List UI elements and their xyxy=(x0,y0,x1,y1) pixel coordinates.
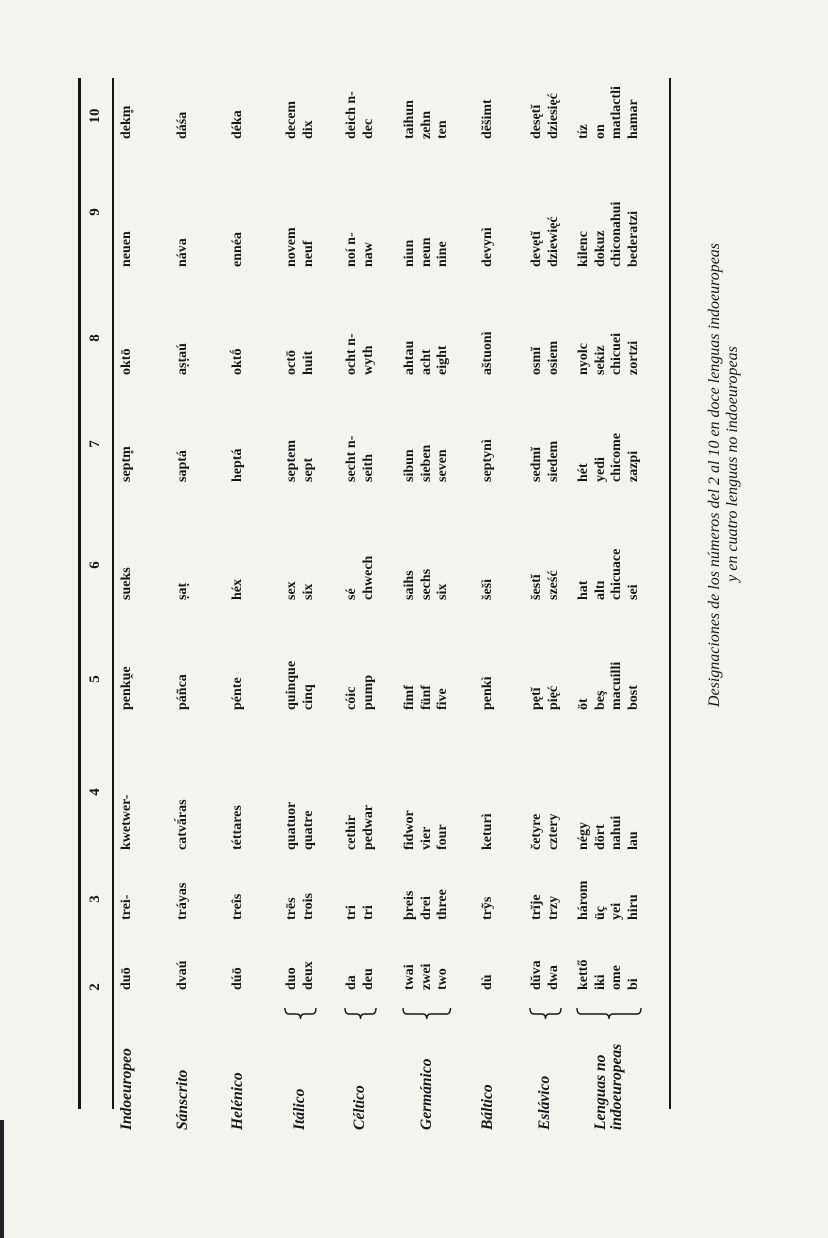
table-cell xyxy=(175,960,192,990)
cell-word: nahui xyxy=(609,815,624,850)
row-label-line: Lenguas no xyxy=(591,1054,609,1130)
cell-word: þreis xyxy=(402,890,417,920)
table-cell xyxy=(119,895,136,920)
cell-word: sept xyxy=(300,457,316,482)
cell-word: catvā́ras xyxy=(175,799,190,850)
cell-word: duō xyxy=(119,967,134,990)
table-cell xyxy=(175,883,192,920)
cell-word: pięć xyxy=(545,685,561,710)
cell-word: duo xyxy=(284,967,299,990)
table-cell xyxy=(230,805,247,850)
table-cell xyxy=(284,961,317,990)
table-cell xyxy=(230,967,247,990)
table-cell xyxy=(529,686,562,710)
cell-word: taihun xyxy=(402,100,417,139)
table-cell xyxy=(480,974,497,990)
cell-word: huit xyxy=(300,350,316,375)
table-cell xyxy=(402,237,452,267)
table-cell xyxy=(344,91,377,139)
cell-word: šešì xyxy=(480,579,495,600)
column-header-2: 2 xyxy=(87,983,103,991)
cell-word: héx xyxy=(230,579,245,600)
cell-word: niun xyxy=(402,239,417,267)
cell-word: hat xyxy=(576,580,591,600)
cell-word: kettő xyxy=(576,959,591,990)
cell-word: secht n- xyxy=(344,435,359,482)
cell-word: trzy xyxy=(545,895,561,920)
cell-word: trēs xyxy=(284,897,299,920)
cell-word: dix xyxy=(300,120,316,139)
table-cell xyxy=(480,813,497,850)
table-cell xyxy=(284,350,317,375)
table-cell xyxy=(402,810,452,850)
cell-word: beş xyxy=(592,690,608,710)
table-cell xyxy=(230,894,247,920)
table-cell xyxy=(402,445,452,482)
row-label xyxy=(419,1059,436,1130)
table-cell xyxy=(402,964,452,990)
table-cell xyxy=(529,216,562,267)
table-cell xyxy=(175,799,192,850)
table-cell xyxy=(230,449,247,482)
table-cell xyxy=(284,227,317,267)
cell-word: bi xyxy=(625,978,641,990)
table-cell xyxy=(119,567,136,600)
cell-word: penkì xyxy=(480,676,495,710)
table-cell xyxy=(480,677,497,710)
cell-word: pedwar xyxy=(360,804,376,850)
cell-word: saihs xyxy=(402,570,417,600)
cell-word: decem xyxy=(284,100,299,139)
cell-word: sekiz xyxy=(592,345,608,375)
table-cell xyxy=(284,802,317,850)
cell-word: zehn xyxy=(418,111,434,139)
cell-word: penkṷe xyxy=(119,666,134,710)
table-top-rule xyxy=(78,78,81,1109)
cell-word: deich n- xyxy=(344,91,359,139)
column-header-4: 4 xyxy=(87,788,103,796)
cell-word: déka xyxy=(230,110,245,139)
cell-word: yedi xyxy=(592,457,608,482)
table-cell xyxy=(119,967,136,990)
cell-word: oktō xyxy=(119,348,134,375)
row-label-line: Céltico xyxy=(351,1085,369,1130)
row-label xyxy=(119,1048,136,1130)
cell-word: naw xyxy=(360,242,376,267)
cell-word: lau xyxy=(625,831,641,850)
table-cell xyxy=(175,112,192,139)
table-cell xyxy=(576,86,642,139)
cell-word: keturì xyxy=(480,813,495,850)
table-cell xyxy=(529,813,562,850)
cell-word: devynì xyxy=(480,227,495,267)
cell-word: septem xyxy=(284,440,299,482)
table-cell xyxy=(576,333,642,375)
column-header-7: 7 xyxy=(87,440,103,448)
cell-word: septynì xyxy=(480,439,495,482)
cell-word: devętĭ xyxy=(529,231,544,267)
cell-word: deu xyxy=(360,968,376,990)
cell-word: sé xyxy=(344,588,359,600)
cell-word: cztery xyxy=(545,813,561,850)
cell-word: trei- xyxy=(119,894,134,920)
table-cell xyxy=(175,343,192,375)
table-cell xyxy=(529,341,562,375)
cell-word: noí n- xyxy=(344,232,359,267)
table-cell xyxy=(576,549,642,600)
cell-word: fünf xyxy=(418,685,434,710)
table-cell xyxy=(480,227,497,267)
cell-word: pump xyxy=(360,674,376,710)
table-cell xyxy=(576,433,642,482)
cell-word: six xyxy=(300,583,316,600)
cell-word: dec xyxy=(360,118,376,139)
table-cell xyxy=(119,106,136,139)
row-label-line: Helénico xyxy=(229,1072,246,1130)
table-cell xyxy=(230,677,247,710)
cell-word: tri xyxy=(360,905,376,920)
cell-word: kwetwer- xyxy=(119,794,134,850)
cell-word: five xyxy=(435,688,450,710)
cell-word: chicuace xyxy=(609,548,624,600)
brace-icon xyxy=(529,1008,562,1020)
cell-word: deux xyxy=(300,961,316,990)
brace-icon xyxy=(576,1008,642,1020)
row-label xyxy=(593,1044,626,1130)
caption-line-1: Designaciones de los números del 2 al 10 en doce lenguas indoeuropeas xyxy=(706,242,723,708)
cell-word: sei xyxy=(625,584,641,600)
header-rule xyxy=(112,78,114,1109)
cell-word: fimf xyxy=(402,685,417,710)
row-label-line: Eslávico xyxy=(536,1075,554,1130)
cell-word: oktṓ xyxy=(230,348,245,375)
cell-word: dwa xyxy=(545,965,561,990)
table-cell xyxy=(344,675,377,710)
cell-word: six xyxy=(435,583,450,600)
cell-word: drei xyxy=(418,896,434,920)
cell-word: sex xyxy=(284,581,299,600)
table-cell xyxy=(480,99,497,139)
cell-word: ten xyxy=(435,120,450,139)
cell-word: téttares xyxy=(230,805,245,850)
cell-word: macuilli xyxy=(609,661,624,710)
table-cell xyxy=(576,881,642,920)
cell-word: zortzi xyxy=(625,340,641,375)
cell-word: sieben xyxy=(418,444,434,482)
cell-word: ennéa xyxy=(230,232,245,267)
cell-word: öt xyxy=(576,698,591,710)
row-label-line: Indoeuropeo xyxy=(118,1048,135,1130)
table-cell xyxy=(344,232,377,267)
cell-word: üç xyxy=(592,906,608,920)
cell-word: wyth xyxy=(360,345,376,375)
cell-word: ṣaṭ xyxy=(175,582,190,600)
row-label xyxy=(292,1089,309,1130)
table-cell xyxy=(344,556,377,600)
table-cell xyxy=(344,436,377,482)
cell-word: zazpi xyxy=(625,450,641,482)
column-header-6: 6 xyxy=(87,561,103,569)
cell-word: ocht n- xyxy=(344,333,359,375)
table-cell xyxy=(344,968,377,990)
cell-word: novem xyxy=(284,227,299,267)
column-header-10: 10 xyxy=(87,108,103,124)
row-label xyxy=(175,1070,192,1130)
cell-word: fidwor xyxy=(402,810,417,850)
cell-word: quatuor xyxy=(284,801,299,850)
cell-word: da xyxy=(344,975,359,990)
table-cell xyxy=(230,110,247,139)
cell-word: chiconahui xyxy=(609,201,624,267)
cell-word: dokuz xyxy=(592,230,608,267)
cell-word: sechs xyxy=(418,568,434,600)
cell-word: seith xyxy=(360,454,376,482)
cell-word: altı xyxy=(592,580,608,600)
row-label-line: Itálico xyxy=(291,1088,309,1130)
cell-word: nyolc xyxy=(576,343,591,375)
cell-word: trĭje xyxy=(529,894,544,920)
table-cell xyxy=(119,795,136,850)
table-cell xyxy=(175,238,192,267)
cell-word: pénte xyxy=(230,677,245,710)
cell-word: aštuonì xyxy=(480,331,495,375)
cell-word: hiru xyxy=(625,894,641,920)
table-cell xyxy=(576,662,642,710)
cell-word: ahtau xyxy=(402,340,417,375)
cell-word: four xyxy=(435,824,450,850)
cell-word: heptá xyxy=(230,448,245,482)
cell-word: nine xyxy=(435,241,450,267)
table-cell xyxy=(119,349,136,375)
table-cell xyxy=(230,349,247,375)
cell-word: chicuei xyxy=(609,333,624,375)
table-cell xyxy=(284,581,317,600)
cell-word: dziesięć xyxy=(545,93,561,139)
table-cell xyxy=(284,440,317,482)
cell-word: cethir xyxy=(344,815,359,850)
cell-word: quatre xyxy=(300,810,316,850)
table-cell xyxy=(230,579,247,600)
cell-word: osmĭ xyxy=(529,347,544,375)
cell-word: saptá xyxy=(175,450,190,482)
table-cell xyxy=(529,93,562,139)
cell-word: három xyxy=(576,880,591,920)
table-cell xyxy=(529,894,562,920)
cell-word: seven xyxy=(435,449,450,482)
table-cell xyxy=(576,816,642,850)
cell-word: cinq xyxy=(300,684,316,710)
table-cell xyxy=(402,341,452,375)
cell-word: náva xyxy=(175,238,190,267)
cell-word: dvaú xyxy=(175,960,190,990)
cell-word: chwech xyxy=(360,555,376,600)
brace-icon xyxy=(284,1008,317,1020)
table-cell xyxy=(119,446,136,482)
row-label xyxy=(480,1084,497,1130)
cell-word: sedmĭ xyxy=(529,447,544,482)
cell-word: treîs xyxy=(230,893,245,920)
table-cell xyxy=(119,231,136,267)
row-label-line: Báltico xyxy=(479,1084,496,1130)
cell-word: osiem xyxy=(545,340,561,375)
table-cell xyxy=(175,583,192,600)
cell-word: dört xyxy=(592,824,608,850)
table-cell xyxy=(284,893,317,920)
row-label-line: indoeuropeas xyxy=(608,1043,625,1130)
brace-icon xyxy=(402,1008,452,1020)
table-cell xyxy=(480,579,497,600)
cell-word: četyre xyxy=(529,813,544,850)
table-cell xyxy=(402,100,452,139)
table-cell xyxy=(576,960,642,990)
cell-word: trỹs xyxy=(480,896,495,920)
cell-word: bost xyxy=(625,685,641,710)
cell-word: bederatzi xyxy=(625,211,641,267)
table-cell xyxy=(529,441,562,482)
cell-word: tíz xyxy=(576,124,591,139)
cell-word: négy xyxy=(576,822,591,850)
cell-word: sześć xyxy=(545,570,561,600)
cell-word: dúō xyxy=(230,967,245,990)
cell-word: dáśa xyxy=(175,111,190,139)
table-cell xyxy=(175,674,192,710)
cell-word: dẽšimt xyxy=(480,99,495,139)
table-cell xyxy=(529,570,562,600)
cell-word: neuen xyxy=(119,231,134,267)
row-label xyxy=(537,1076,554,1130)
table-cell xyxy=(480,331,497,375)
cell-word: sueks xyxy=(119,567,134,600)
cell-word: three xyxy=(435,889,450,920)
table-cell xyxy=(344,805,377,850)
table-cell xyxy=(480,439,497,482)
cell-word: kilenc xyxy=(576,231,591,267)
table-cell xyxy=(284,661,317,710)
column-header-9: 9 xyxy=(87,208,103,216)
row-label xyxy=(230,1072,247,1130)
cell-word: dekm̥ xyxy=(119,105,134,139)
cell-word: hét xyxy=(576,463,591,482)
cell-word: tri xyxy=(344,905,359,920)
cell-word: neuf xyxy=(300,240,316,267)
caption-line-2: y en cuatro lenguas no indoeuropeas xyxy=(724,346,741,582)
cell-word: aṣṭaú xyxy=(175,343,190,375)
cell-word: pętĭ xyxy=(529,687,544,710)
cell-word: neun xyxy=(418,237,434,267)
cell-word: hamar xyxy=(625,99,641,139)
cell-word: sibun xyxy=(402,449,417,482)
table-cell xyxy=(344,333,377,375)
table-bottom-rule xyxy=(669,78,671,1109)
brace-icon xyxy=(344,1008,377,1020)
cell-word: páñca xyxy=(175,674,190,710)
cell-word: šestĭ xyxy=(529,574,544,600)
table-cell xyxy=(576,202,642,267)
table-cell xyxy=(480,897,497,920)
table-cell xyxy=(344,905,377,920)
table-cell xyxy=(175,450,192,482)
cell-word: cóic xyxy=(344,686,359,710)
cell-word: octō xyxy=(284,350,299,375)
cell-word: vier xyxy=(418,826,434,850)
cell-word: septm̥ xyxy=(119,446,134,482)
cell-word: acht xyxy=(418,349,434,375)
cell-word: eight xyxy=(435,345,450,375)
cell-word: quinque xyxy=(284,660,299,710)
cell-word: zwei xyxy=(418,963,434,990)
column-header-8: 8 xyxy=(87,334,103,342)
table-cell xyxy=(402,685,452,710)
column-header-3: 3 xyxy=(87,895,103,903)
cell-word: two xyxy=(435,968,450,990)
cell-word: trois xyxy=(300,893,316,920)
table-cell xyxy=(402,889,452,920)
cell-word: on xyxy=(592,124,608,139)
cell-word: iki xyxy=(592,974,608,990)
table-cell xyxy=(529,960,562,990)
cell-word: matlactli xyxy=(609,86,624,139)
cell-word: desętĭ xyxy=(529,104,544,139)
cell-word: dŭva xyxy=(529,960,544,990)
row-label-line: Germánico xyxy=(417,1058,435,1130)
row-label xyxy=(352,1085,369,1130)
cell-word: tráyas xyxy=(175,882,190,920)
table-cell xyxy=(284,101,317,139)
cell-word: ome xyxy=(609,965,624,990)
table-cell xyxy=(119,666,136,710)
cell-word: dziewięć xyxy=(545,216,561,267)
table-cell xyxy=(230,232,247,267)
cell-word: yei xyxy=(609,902,624,920)
cell-word: dù xyxy=(480,974,495,990)
row-label-line: Sánscrito xyxy=(174,1069,191,1130)
table-cell xyxy=(402,569,452,600)
cell-word: twai xyxy=(402,964,417,990)
cell-word: chicome xyxy=(609,433,624,482)
column-header-5: 5 xyxy=(87,675,103,683)
cell-word: siedem xyxy=(545,440,561,482)
